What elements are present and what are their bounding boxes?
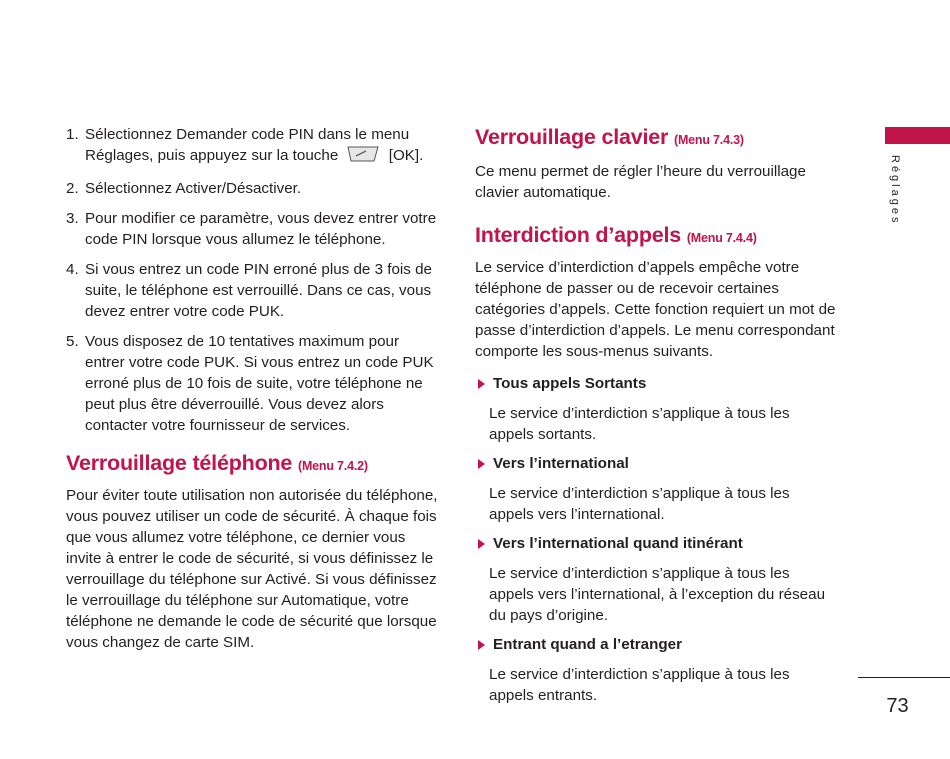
list-item [66, 259, 442, 322]
subsection-title [475, 634, 837, 655]
subsection [475, 533, 837, 626]
step-text: Vous disposez de 10 tentatives maximum pour entrer votre code PUK. Si vous entrez un code PUK erroné plus de 10 fois de suite, votre téléphone ne peut plus être déverrouillé. Vous devez alors contacter votre fournisseur de services. [85, 333, 434, 434]
triangle-bullet-icon [478, 459, 485, 469]
section-title-keypad-lock [475, 124, 837, 153]
step-text-suffix: [OK]. [388, 147, 424, 164]
triangle-bullet-icon [478, 379, 485, 389]
menu-reference: (Menu 7.4.3) [673, 133, 744, 147]
step-text: Pour modifier ce paramètre, vous devez entrer votre code PIN lorsque vous allumez le téléphone. [85, 210, 437, 248]
triangle-bullet-icon [478, 539, 485, 549]
section-title-phone-lock [66, 450, 442, 479]
list-item [66, 124, 442, 169]
subsection-title [475, 373, 837, 394]
subsection [475, 373, 837, 445]
step-text: Sélectionnez Activer/Désactiver. [85, 180, 302, 197]
subsection-title [475, 533, 837, 554]
list-item [66, 208, 442, 250]
subsection-body: Le service d’interdiction s’applique à tous les appels vers l’international. [489, 485, 790, 523]
left-column [66, 124, 442, 653]
triangle-bullet-icon [478, 640, 485, 650]
step-number: 5. [66, 333, 79, 350]
chapter-label: Réglages [889, 155, 901, 226]
subsection-body: Le service d’interdiction s’applique à tous les appels entrants. [489, 666, 790, 704]
subsection-title [475, 453, 837, 474]
section-title-text: Verrouillage téléphone [66, 451, 293, 475]
menu-reference: (Menu 7.4.2) [297, 459, 368, 473]
section-body: Ce menu permet de régler l’heure du verrouillage clavier automatique. [475, 163, 806, 201]
step-number: 1. [66, 126, 79, 143]
section-title-text: Verrouillage clavier [475, 125, 669, 149]
right-column [475, 124, 837, 706]
page-number: 73 [886, 695, 909, 717]
step-number: 3. [66, 210, 79, 227]
section-body: Le service d’interdiction d’appels empêche votre téléphone de passer ou de recevoir certaines catégories d’appels. Cette fonction requiert un mot de passe d’interdiction d’appels. Le menu correspondant comporte les sous-menus suivants. [475, 259, 836, 360]
step-text: Sélectionnez Demander code PIN dans le menu Réglages, puis appuyez sur la touche [85, 126, 410, 164]
subsection-body: Le service d’interdiction s’applique à tous les appels sortants. [489, 405, 790, 443]
chapter-tab [885, 127, 950, 144]
pin-steps-list [66, 124, 442, 436]
subsection [475, 453, 837, 525]
softkey-ok-icon [345, 145, 381, 169]
section-body: Pour éviter toute utilisation non autorisée du téléphone, vous pouvez utiliser un code de sécurité. À chaque fois que vous allumez votre téléphone, ce dernier vous invite à entrer le code de sécurité, si vous définissez le verrouillage du téléphone sur Activé. Si vous définissez le verrouillage du téléphone sur Automatique, votre téléphone ne demande le code de sécurité que lorsque vous changez de carte SIM. [66, 487, 438, 651]
subsection-body: Le service d’interdiction s’applique à tous les appels vers l’international, à l’exception du réseau du pays d’origine. [489, 565, 826, 624]
step-number: 2. [66, 180, 79, 197]
list-item [66, 178, 442, 199]
subsection [475, 634, 837, 706]
page-number-rule [858, 677, 950, 678]
subsection-title-text: Entrant quand a l’etranger [493, 636, 683, 653]
section-title-call-barring [475, 222, 837, 251]
subsection-title-text: Tous appels Sortants [493, 375, 647, 392]
step-number: 4. [66, 261, 79, 278]
list-item [66, 331, 442, 436]
subsection-title-text: Vers l’international quand itinérant [493, 535, 743, 552]
menu-reference: (Menu 7.4.4) [686, 231, 757, 245]
step-text: Si vous entrez un code PIN erroné plus de 3 fois de suite, le téléphone est verrouillé. Dans ce cas, vous devez entrer votre code PUK. [85, 261, 432, 320]
subsection-title-text: Vers l’international [493, 455, 629, 472]
section-title-text: Interdiction d’appels [475, 223, 682, 247]
